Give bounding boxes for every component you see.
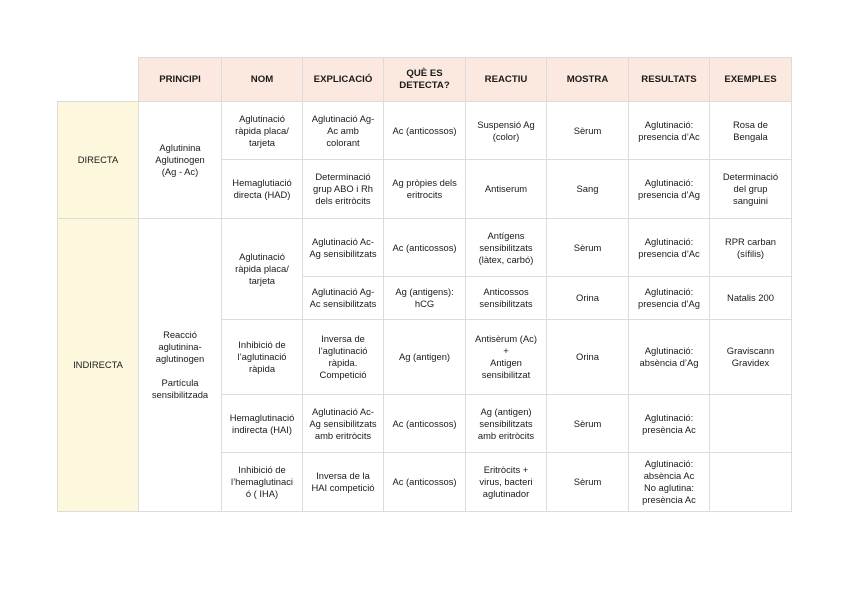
cell-explicacio: Aglutinació Ag- Ac sensibilitzats: [303, 277, 384, 320]
cell-nom: Inhibició de l’aglutinació ràpida: [222, 320, 303, 395]
cell-exemples: [710, 453, 792, 512]
cell-resultats: Aglutinació: absència Ac No aglutina: presència Ac: [629, 453, 710, 512]
cell-resultats: Aglutinació: presencia d’Ac: [629, 219, 710, 277]
cell-reactiu: Eritròcits + virus, bacteri aglutinador: [466, 453, 547, 512]
cell-mostra: Orina: [547, 277, 629, 320]
row-label-indirecta: INDIRECTA: [58, 219, 139, 512]
cell-detecta: Ac (anticossos): [384, 219, 466, 277]
cell-exemples: Determinació del grup sanguini: [710, 160, 792, 219]
cell-detecta: Ag pròpies dels eritrocits: [384, 160, 466, 219]
cell-mostra: Sèrum: [547, 102, 629, 160]
cell-nom: Aglutinació ràpida placa/ tarjeta: [222, 102, 303, 160]
cell-nom: Inhibició de l’hemaglutinaci ó ( IHA): [222, 453, 303, 512]
cell-explicacio: Aglutinació Ac- Ag sensibilitzats: [303, 219, 384, 277]
cell-detecta: Ag (antigens): hCG: [384, 277, 466, 320]
agglutination-table: [57, 57, 792, 512]
cell-explicacio: Determinació grup ABO i Rh dels eritròcits: [303, 160, 384, 219]
cell-explicacio: Inversa de l’aglutinació ràpida. Competició: [303, 320, 384, 395]
header-que-es-detecta: QUÈ ES DETECTA?: [384, 58, 466, 102]
cell-explicacio: Inversa de la HAI competició: [303, 453, 384, 512]
cell-exemples: Rosa de Bengala: [710, 102, 792, 160]
header-nom: NOM: [222, 58, 303, 102]
cell-resultats: Aglutinació: presencia d’Ag: [629, 277, 710, 320]
cell-nom: Hemaglutiació directa (HAD): [222, 160, 303, 219]
cell-mostra: Orina: [547, 320, 629, 395]
cell-reactiu: Antisèrum (Ac) + Antigen sensibilitzat: [466, 320, 547, 395]
cell-resultats: Aglutinació: absència d’Ag: [629, 320, 710, 395]
cell-reactiu: Antiserum: [466, 160, 547, 219]
cell-resultats: Aglutinació: presència Ac: [629, 395, 710, 453]
header-explicacio: EXPLICACIÓ: [303, 58, 384, 102]
cell-resultats: Aglutinació: presencia d’Ac: [629, 102, 710, 160]
cell-nom: Hemaglutinació indirecta (HAI): [222, 395, 303, 453]
cell-mostra: Sèrum: [547, 395, 629, 453]
cell-nom-placa: Aglutinació ràpida placa/ tarjeta: [222, 219, 303, 320]
header-corner: [58, 58, 139, 102]
header-exemples: EXEMPLES: [710, 58, 792, 102]
principi-indirecta: Reacció aglutinina- aglutinogen Partícula sensibilitzada: [139, 219, 222, 512]
table-row: [58, 219, 792, 277]
header-principi: PRINCIPI: [139, 58, 222, 102]
cell-detecta: Ac (anticossos): [384, 395, 466, 453]
header-resultats: RESULTATS: [629, 58, 710, 102]
cell-explicacio: Aglutinació Ac- Ag sensibilitzats amb eritròcits: [303, 395, 384, 453]
header-reactiu: REACTIU: [466, 58, 547, 102]
cell-reactiu: Anticossos sensibilitzats: [466, 277, 547, 320]
cell-detecta: Ac (anticossos): [384, 102, 466, 160]
cell-mostra: Sang: [547, 160, 629, 219]
cell-resultats: Aglutinació: presencia d’Ag: [629, 160, 710, 219]
header-mostra: MOSTRA: [547, 58, 629, 102]
cell-mostra: Sèrum: [547, 219, 629, 277]
cell-mostra: Sèrum: [547, 453, 629, 512]
cell-reactiu: Antígens sensibilitzats (làtex, carbó): [466, 219, 547, 277]
cell-reactiu: Suspensió Ag (color): [466, 102, 547, 160]
cell-exemples: RPR carban (sífilis): [710, 219, 792, 277]
cell-exemples: Graviscann Gravidex: [710, 320, 792, 395]
cell-reactiu: Ag (antigen) sensibilitzats amb eritròcits: [466, 395, 547, 453]
principi-directa: Aglutinina Aglutinogen (Ag - Ac): [139, 102, 222, 219]
header-row: [58, 58, 792, 102]
table-row: [58, 102, 792, 160]
cell-exemples: Natalis 200: [710, 277, 792, 320]
cell-detecta: Ag (antigen): [384, 320, 466, 395]
cell-exemples: [710, 395, 792, 453]
row-label-directa: DIRECTA: [58, 102, 139, 219]
cell-explicacio: Aglutinació Ag- Ac amb colorant: [303, 102, 384, 160]
cell-detecta: Ac (anticossos): [384, 453, 466, 512]
